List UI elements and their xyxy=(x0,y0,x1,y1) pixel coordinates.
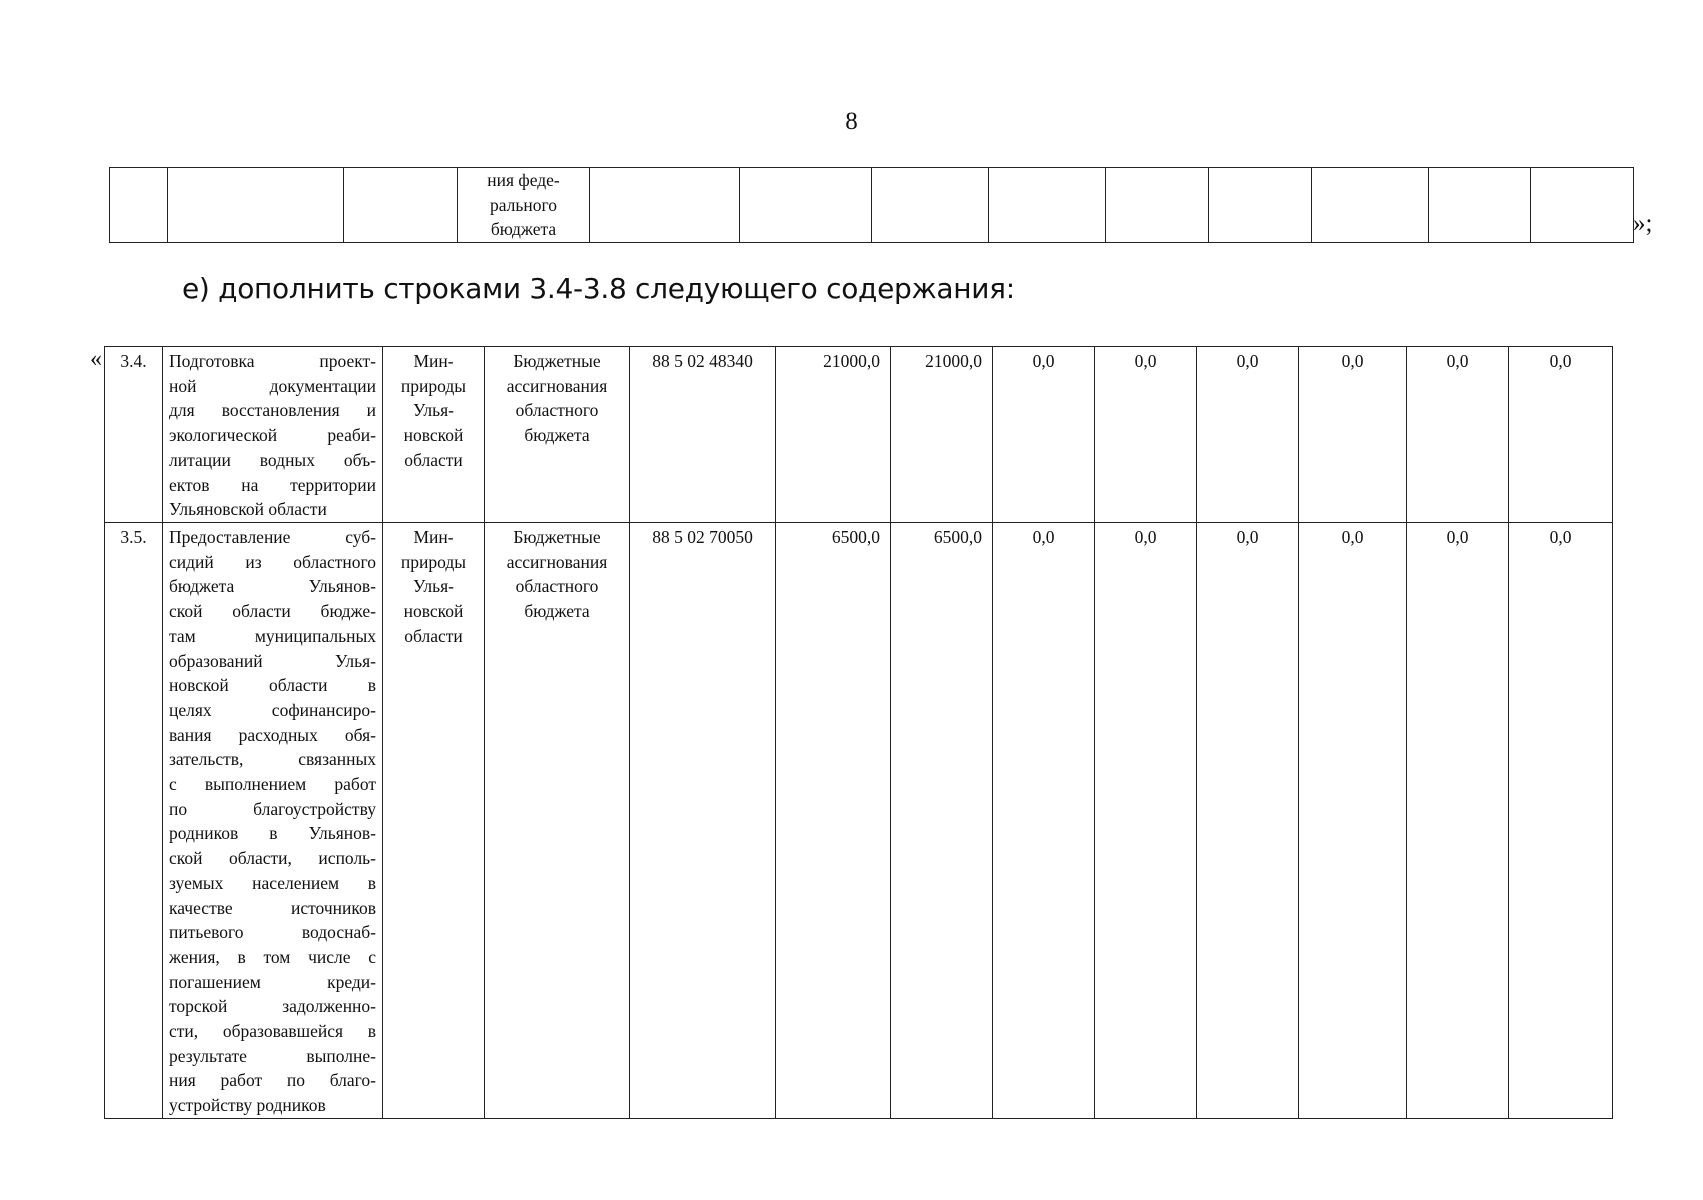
measure-name-line: новской области в xyxy=(169,675,376,696)
year-amount: 0,0 xyxy=(1299,523,1407,1119)
year-amount: 0,0 xyxy=(1095,523,1197,1119)
measure-name-line: экологической реаби- xyxy=(169,425,376,446)
executor: Мин- природы Улья- новской области xyxy=(383,347,485,523)
closing-quote-mark: »; xyxy=(1633,210,1653,237)
row-number: 3.4. xyxy=(105,347,163,523)
measure-name-line: Подготовка проект- xyxy=(169,351,376,371)
measure-name-line: родников в Ульянов- xyxy=(169,823,376,844)
program-table xyxy=(104,346,1613,1119)
year-amount: 6500,0 xyxy=(891,523,993,1119)
budget-code: 88 5 02 70050 xyxy=(630,523,776,1119)
year-amount: 0,0 xyxy=(1509,523,1613,1119)
table-row xyxy=(105,347,1613,523)
top-cell xyxy=(1312,168,1429,243)
measure-name-line: зуемых населением в xyxy=(169,872,376,893)
measure-name-line: ской области, исполь- xyxy=(169,848,376,869)
year-amount: 0,0 xyxy=(993,347,1095,523)
measure-name-line: ния работ по благо- xyxy=(169,1070,376,1091)
measure-name-line: торской задолженно- xyxy=(169,996,376,1017)
measure-name-line: по благоустройству xyxy=(169,798,376,819)
year-amount: 0,0 xyxy=(1299,347,1407,523)
table-row xyxy=(105,523,1613,1119)
year-amount: 0,0 xyxy=(1095,347,1197,523)
year-amount: 0,0 xyxy=(993,523,1095,1119)
budget-code: 88 5 02 48340 xyxy=(630,347,776,523)
year-amount: 0,0 xyxy=(1407,523,1509,1119)
top-cell xyxy=(740,168,872,243)
measure-name-line: сидий из областного xyxy=(169,551,376,572)
top-cell xyxy=(590,168,740,243)
measure-name-line: там муниципальных xyxy=(169,625,376,646)
top-cell xyxy=(344,168,458,243)
measure-name-line: качестве источников xyxy=(169,897,376,918)
measure-name xyxy=(163,523,383,1119)
top-cell xyxy=(1429,168,1531,243)
measure-name-line: результате выполне- xyxy=(169,1045,376,1066)
measure-name-line: для восстановления и xyxy=(169,400,376,421)
opening-quote-mark: « xyxy=(90,346,102,372)
top-cell xyxy=(1209,168,1312,243)
measure-name-line: образований Улья- xyxy=(169,650,376,671)
measure-name-line: вания расходных обя- xyxy=(169,724,376,745)
measure-name xyxy=(163,347,383,523)
total-amount: 6500,0 xyxy=(776,523,891,1119)
year-amount: 0,0 xyxy=(1509,347,1613,523)
continuation-table xyxy=(109,167,1634,243)
measure-name-line: сти, образовавшейся в xyxy=(169,1021,376,1042)
measure-name-line: с выполнением работ xyxy=(169,774,376,795)
measure-name-line: погашением креди- xyxy=(169,971,376,992)
funding-source: Бюджетные ассигнования областного бюджета xyxy=(485,523,630,1119)
measure-name-line: зательств, связанных xyxy=(169,749,376,770)
top-cell xyxy=(872,168,989,243)
top-cell xyxy=(168,168,344,243)
row-number: 3.5. xyxy=(105,523,163,1119)
measure-name-line: целях софинансиро- xyxy=(169,699,376,720)
year-amount: 21000,0 xyxy=(891,347,993,523)
funding-source: Бюджетные ассигнования областного бюджета xyxy=(485,347,630,523)
top-cell xyxy=(110,168,168,243)
page-number: 8 xyxy=(845,108,858,135)
top-cell xyxy=(1531,168,1634,243)
top-cell xyxy=(1106,168,1209,243)
measure-name-line: Ульяновской области xyxy=(169,499,327,520)
top-cell xyxy=(989,168,1106,243)
measure-name-line: ской области бюдже- xyxy=(169,601,376,622)
top-cell-source: ния феде- рального бюджета xyxy=(458,168,590,243)
measure-name-line: ектов на территории xyxy=(169,474,376,495)
year-amount: 0,0 xyxy=(1407,347,1509,523)
measure-name-line: питьевого водоснаб- xyxy=(169,922,376,943)
measure-name-line: литации водных объ- xyxy=(169,449,376,470)
total-amount: 21000,0 xyxy=(776,347,891,523)
year-amount: 0,0 xyxy=(1197,347,1299,523)
measure-name-line: Предоставление суб- xyxy=(169,527,376,547)
section-heading: е) дополнить строками 3.4-3.8 следующего содержания: xyxy=(182,272,1015,305)
measure-name-line: жения, в том числе с xyxy=(169,946,376,967)
executor: Мин- природы Улья- новской области xyxy=(383,523,485,1119)
measure-name-line: устройству родников xyxy=(169,1095,326,1116)
measure-name-line: ной документации xyxy=(169,375,376,396)
year-amount: 0,0 xyxy=(1197,523,1299,1119)
measure-name-line: бюджета Ульянов- xyxy=(169,576,376,597)
